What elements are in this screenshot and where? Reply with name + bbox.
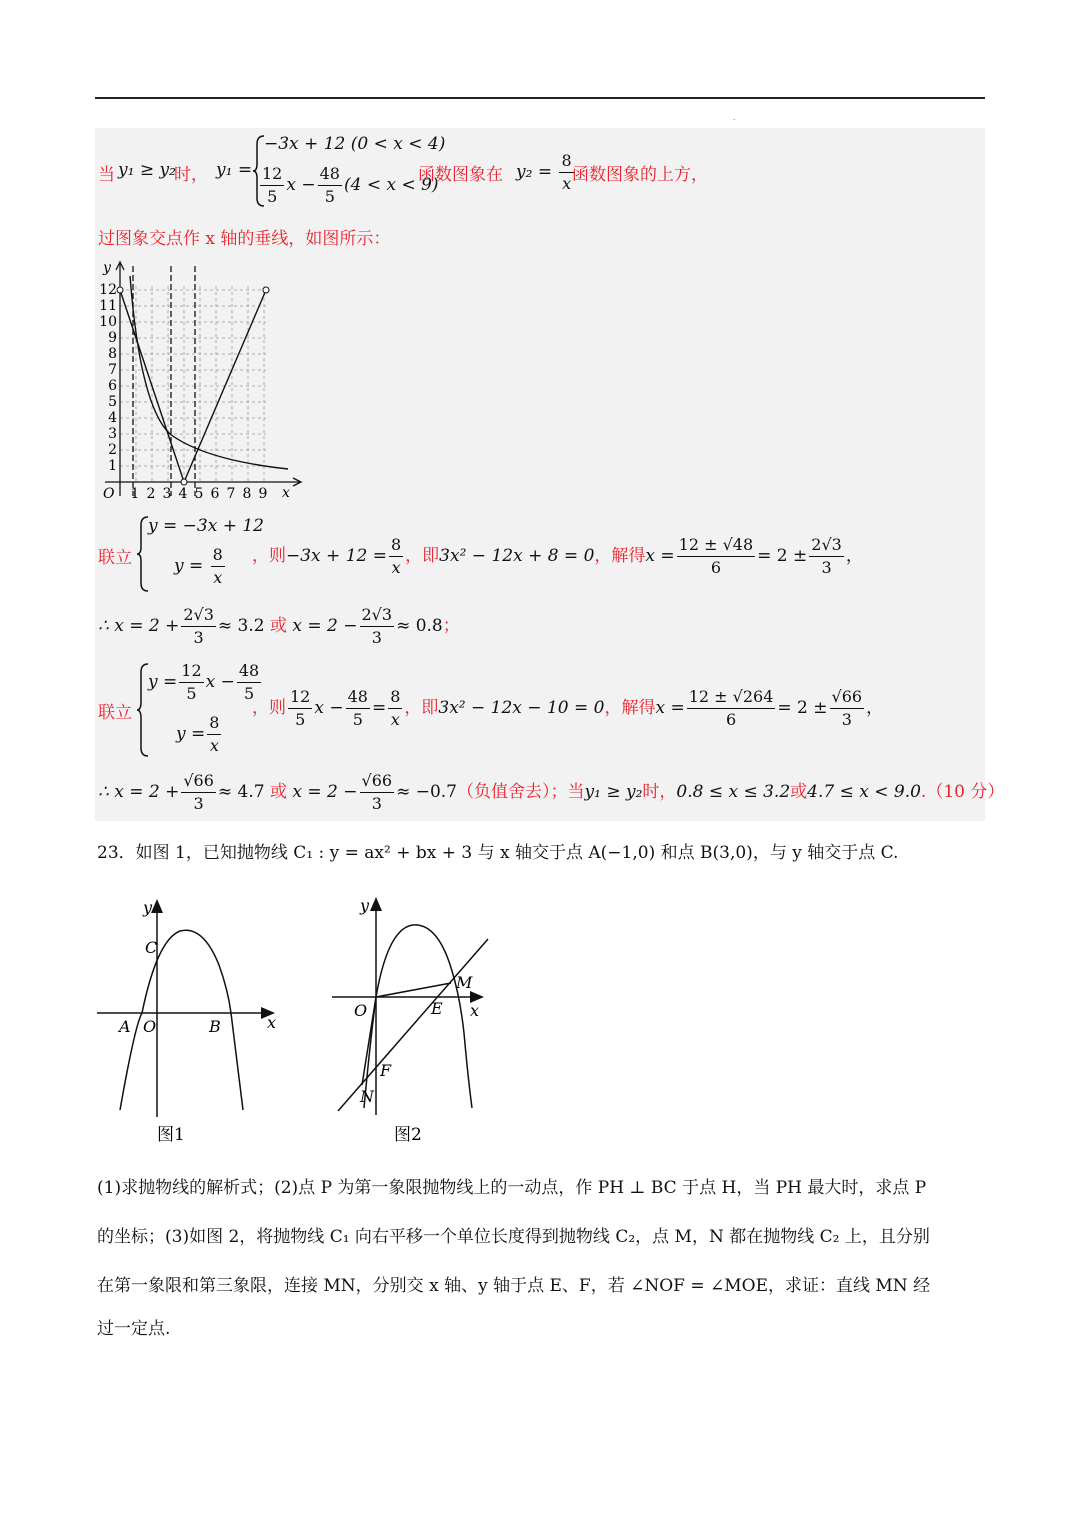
row1-frac-num: 8 (559, 150, 573, 173)
piece2-num2: 48 (318, 163, 342, 186)
graph-x-tick: 5 (194, 486, 204, 502)
res2-or: 或 (269, 782, 287, 802)
piece1: −3x + 12 (0 < x < 4) (264, 134, 446, 154)
sys1-eq2 (174, 544, 227, 589)
figure-2 (330, 893, 500, 1150)
sys2-eq1-lhs: y = (148, 672, 178, 692)
sys1-simpl-num: 2√3 (809, 534, 844, 557)
res2-d: ≈ −0.7 (396, 782, 457, 802)
graph-y-tick: 10 (99, 314, 117, 330)
graph-x-tick: 8 (242, 486, 252, 502)
res2-num-2: √66 (360, 770, 395, 793)
piece2 (258, 163, 439, 208)
sys1-x: x = (645, 546, 675, 566)
fig2-E: E (431, 999, 443, 1018)
row1-y2: y₂ = (516, 162, 553, 182)
sys1-quad: 3x² − 12x + 8 = 0 (439, 546, 595, 566)
graph-y-tick: 4 (108, 410, 117, 426)
sys1-then-den: x (391, 558, 401, 577)
graph-x-tick: 6 (210, 486, 220, 502)
fig2-M: M (456, 973, 473, 992)
graph-y-tick: 2 (108, 442, 117, 458)
problem-line1: 23．如图 1，已知抛物线 C₁ : y = ax² + bx + 3 与 x 轴交于点 A(−1,0) 和点 B(3,0)，与 y 轴交于点 C. (97, 843, 899, 863)
sys2-simpl: = 2 ± (777, 698, 828, 718)
sys2-eq1-d1: 5 (186, 684, 197, 703)
piece2-den2: 5 (324, 187, 335, 206)
sys1-root-den: 6 (710, 558, 721, 577)
piece2-dom: (4 < x < 9) (343, 175, 439, 195)
row1-y1: y₁ = (216, 160, 253, 180)
sys2-eq1 (148, 660, 263, 705)
res1-c: x = 2 − (292, 616, 358, 636)
problem-line3: 的坐标；(3)如图 2，将抛物线 C₁ 向右平移一个单位长度得到抛物线 C₂，点 M，N 都在抛物线 C₂ 上，且分别 (97, 1227, 930, 1247)
row1-cond: y₁ ≥ y₂ (118, 160, 176, 180)
row1-prefix: 当 (98, 165, 115, 185)
graph-x-tick: 1 (130, 486, 140, 502)
sys2-solve: ，解得 (604, 698, 656, 718)
piece2-mid: x − (286, 175, 316, 195)
fig2-caption: 图2 (394, 1125, 422, 1145)
piece2-num1: 12 (260, 163, 284, 186)
function-graph (95, 256, 310, 506)
sys2-t-d1: 5 (295, 710, 306, 729)
fig2-F: F (380, 1061, 392, 1080)
fig1-y: y (143, 898, 153, 917)
fig1-x: x (267, 1013, 277, 1032)
res2-a: ∴ x = 2 + (98, 782, 180, 802)
graph-x-tick: 7 (226, 486, 236, 502)
res2-range1: 0.8 ≤ x ≤ 3.2 (676, 782, 791, 802)
res1-den: 3 (193, 628, 204, 647)
sys2-then: ，则 (252, 698, 286, 718)
header-dot: . (733, 113, 736, 122)
sys1-then-num: 8 (389, 534, 403, 557)
res2-score: .（10 分） (920, 782, 1005, 802)
res1-d: ≈ 0.8 (396, 616, 443, 636)
sys2-rest (252, 686, 883, 731)
sys1-eq2-lhs: y = (174, 556, 204, 576)
sys1-eq2-den: x (213, 568, 223, 587)
sys2-t-mid: x − (314, 698, 344, 718)
fig1-O: O (143, 1017, 157, 1036)
res1-num: 2√3 (181, 604, 216, 627)
problem-line2: (1)求抛物线的解析式；(2)点 P 为第一象限抛物线上的一动点，作 PH ⊥ BC 于点 H，当 PH 最大时，求点 P (97, 1178, 927, 1198)
row1-frac-den: x (562, 174, 572, 193)
res2-range2: 4.7 ≤ x < 9.0 (807, 782, 921, 802)
fig1-A: A (119, 1017, 131, 1036)
res1-den-2: 3 (371, 628, 382, 647)
sys2-t-n1: 12 (288, 686, 312, 709)
res1-num-2: 2√3 (360, 604, 395, 627)
row1-mid: 函数图象在 (418, 165, 503, 185)
sys2-eq1-mid: x − (205, 672, 235, 692)
res1 (98, 604, 460, 649)
fig2-N: N (360, 1087, 374, 1106)
sys1-then: ，则 (252, 546, 286, 566)
graph-y-tick: 8 (108, 346, 117, 362)
res2 (98, 770, 1004, 815)
res2-num: √66 (181, 770, 216, 793)
graph-y-ticks (99, 282, 117, 474)
graph-y-tick: 11 (99, 298, 117, 314)
graph-x-label: x (282, 485, 290, 501)
graph-y-tick: 7 (108, 362, 117, 378)
sys2-t-eq: = (371, 698, 387, 718)
res2-c: x = 2 − (292, 782, 358, 802)
sys2-t-d3: x (390, 710, 400, 729)
res2-den: 3 (193, 794, 204, 813)
sys2-eq2-den: x (209, 736, 219, 755)
row1-time: 时， (174, 165, 208, 185)
sys2-quad: 3x² − 12x − 10 = 0 (438, 698, 605, 718)
sys2-root-den: 6 (725, 710, 737, 729)
sys1-root-num: 12 ± √48 (677, 534, 756, 557)
sys1-eq2-num: 8 (211, 544, 225, 567)
open-point-9 (263, 287, 269, 293)
figure-1 (95, 895, 285, 1150)
sys1-solve: ，解得 (594, 546, 646, 566)
sys1-rest (252, 534, 863, 579)
fig2-O: O (354, 1001, 368, 1020)
header-rule (95, 97, 985, 99)
fig1-y-arrow (151, 899, 163, 913)
graph-y-tick: 5 (108, 394, 117, 410)
problem-line5: 过一定点. (97, 1319, 171, 1339)
sys2-label: 联立 (98, 703, 132, 723)
sys2-eq1-n2: 48 (237, 660, 261, 683)
fig1-C: C (145, 938, 158, 957)
row1-end: 函数图象的上方， (572, 165, 708, 185)
res2-neg: （负值舍去）；当 (457, 782, 585, 802)
sys1-eq1: y = −3x + 12 (148, 516, 264, 536)
fig2-y: y (360, 896, 370, 915)
graph-y-label: y (103, 260, 111, 276)
sys2-t-n3: 8 (388, 686, 402, 709)
sys1-label: 联立 (98, 548, 132, 568)
res1-b: ≈ 3.2 (217, 616, 265, 636)
sys2-eq2-lhs: y = (176, 724, 206, 744)
fig2-line-MN (338, 939, 488, 1111)
graph-grid (120, 286, 266, 482)
graph-origin: O (103, 486, 115, 502)
sys2-simpl-num: √66 (830, 686, 865, 709)
row1-y2-expr (516, 150, 576, 195)
graph-x-tick: 9 (258, 486, 268, 502)
sys2-eq2-num: 8 (207, 712, 221, 735)
problem-line4: 在第一象限和第三象限，连接 MN，分别交 x 轴、y 轴于点 E、F，若 ∠NOF = ∠MOE，求证：直线 MN 经 (97, 1276, 931, 1296)
sys2-eq1-d2: 5 (243, 684, 255, 703)
fig1-caption: 图1 (157, 1125, 185, 1145)
res2-time: 时， (642, 782, 677, 802)
graph-x-ticks (131, 486, 268, 502)
res1-end: ； (442, 616, 460, 636)
res2-or2: 或 (790, 782, 808, 802)
res2-den-2: 3 (371, 794, 382, 813)
graph-x-tick: 2 (146, 486, 156, 502)
res2-b: ≈ 4.7 (217, 782, 265, 802)
graph-x-tick: 4 (178, 486, 188, 502)
res2-cond: y₁ ≥ y₂ (584, 782, 643, 802)
open-point-4 (181, 479, 187, 485)
fig1-parabola (120, 930, 243, 1110)
sys2-root-num: 12 ± √264 (687, 686, 776, 709)
graph-x-tick: 3 (162, 486, 172, 502)
sys2-comma: ， (866, 698, 884, 718)
graph-y-tick: 9 (108, 330, 117, 346)
graph-y-tick: 12 (99, 282, 117, 298)
graph-y-tick: 3 (108, 426, 117, 442)
sys1-comma: ， (845, 546, 863, 566)
sys1-then-eq: −3x + 12 = (286, 546, 387, 566)
open-point-0 (117, 287, 123, 293)
sys2-t-n2: 48 (346, 686, 370, 709)
row2-text: 过图象交点作 x 轴的垂线，如图所示： (98, 229, 391, 249)
res1-or: 或 (269, 616, 287, 636)
sys2-simpl-den: 3 (841, 710, 852, 729)
fig1-B: B (209, 1017, 221, 1036)
graph-y-tick: 1 (108, 458, 117, 474)
sys1-simpl-den: 3 (821, 558, 832, 577)
graph-y-tick: 6 (108, 378, 117, 394)
sys1-ie: ，即 (405, 546, 440, 566)
piece2-den1: 5 (267, 187, 278, 206)
sys2-eq1-n1: 12 (179, 660, 203, 683)
fig2-parabola (364, 925, 472, 1108)
sys1-simpl: = 2 ± (757, 546, 808, 566)
res1-a: ∴ x = 2 + (98, 616, 180, 636)
fig2-x: x (470, 1001, 480, 1020)
sys2-t-d2: 5 (352, 710, 363, 729)
sys2-eq2 (176, 712, 223, 757)
sys2-ie: ，即 (404, 698, 439, 718)
fig2-y-arrow (370, 897, 382, 911)
sys2-x: x = (655, 698, 685, 718)
